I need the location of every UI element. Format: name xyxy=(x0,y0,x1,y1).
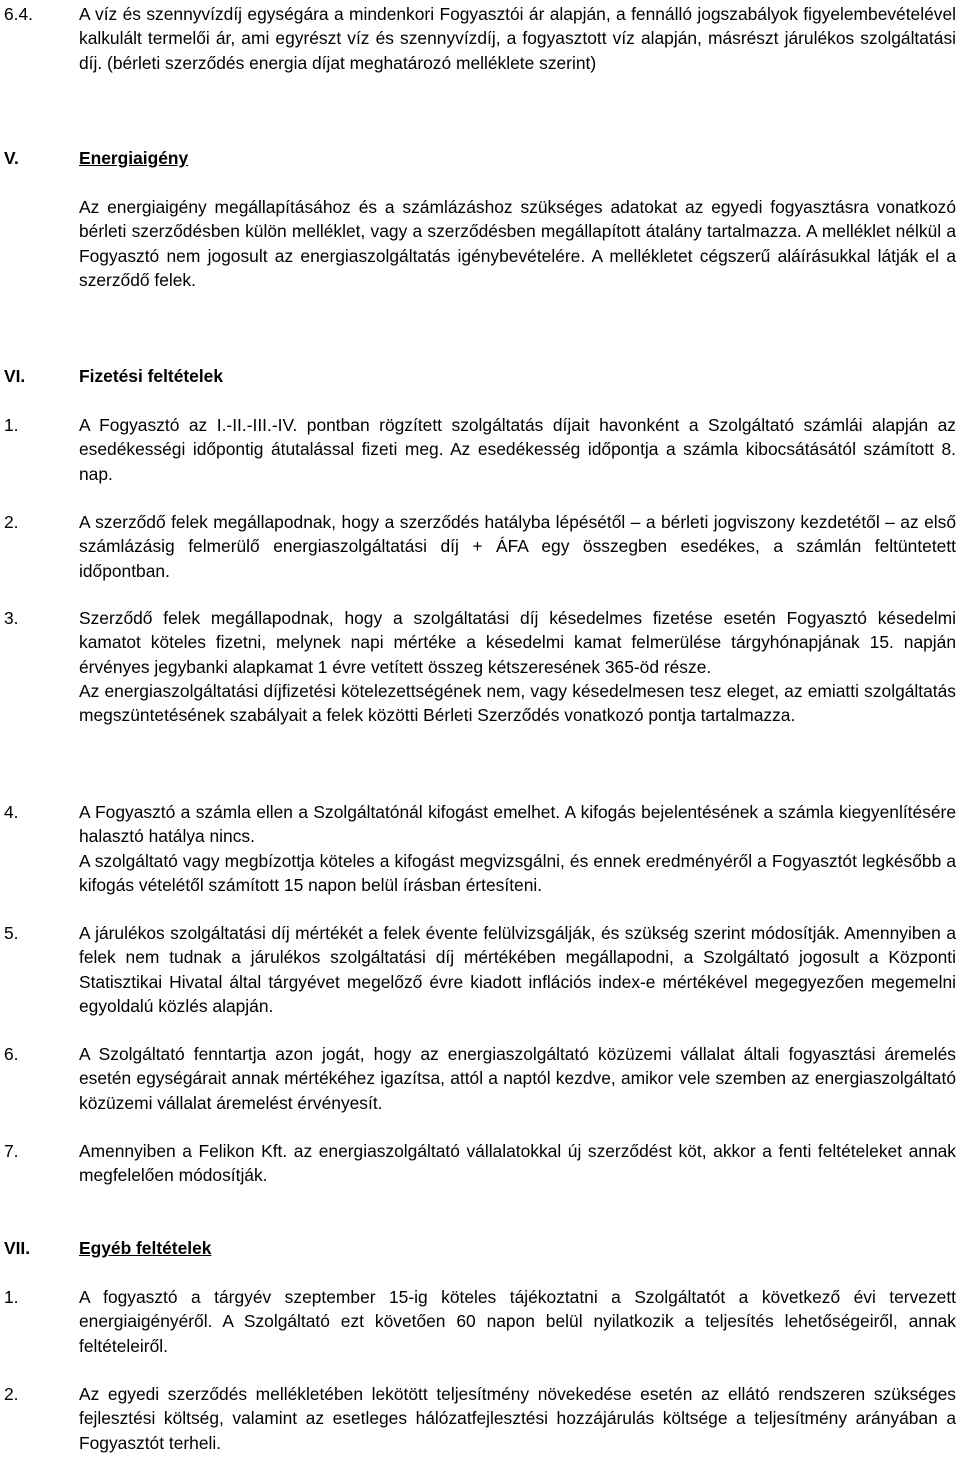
item-number: 3. xyxy=(4,608,19,628)
item-number: 6. xyxy=(4,1044,19,1064)
section-title: Fizetési feltételek xyxy=(79,366,224,386)
item-number: 7. xyxy=(4,1141,19,1161)
clause-number: 6.4. xyxy=(4,4,34,24)
section-number: VII. xyxy=(4,1238,31,1258)
item-paragraph: Az egyedi szerződés mellékletében lekötött teljesítmény növekedése esetén az ellátó rendszeren szükséges fejlesztési költség, valamint az esetleges hálózatfejlesztési hozzájárulás költsége a teljesítmény arányában a Fogyasztót terheli. xyxy=(79,1384,956,1453)
section-title: Egyéb feltételek xyxy=(79,1238,212,1258)
section-title: Energiaigény xyxy=(79,148,189,168)
paragraph: Az energiaigény megállapításához és a számlázáshoz szükséges adatokat az egyedi fogyasztásra vonatkozó bérleti szerződésben külön melléklet, vagy a szerződésben megállapított átalány tartalmazza. A melléklet nélkül a Fogyasztó nem jogosult az energiaszolgáltatás igénybevételére. A mellékletet cégszerű aláírásukkal látják el a szerződő felek. xyxy=(79,197,956,290)
item-paragraph: A szerződő felek megállapodnak, hogy a szerződés hatályba lépésétől – a bérleti jogviszony kezdetétől – az első számlázásig felmerülő energiaszolgáltatási díj + ÁFA egy összegben esedékes, a számlán feltüntetett időpontban. xyxy=(79,512,956,581)
item-paragraph: A járulékos szolgáltatási díj mértékét a felek évente felülvizsgálják, és szükség szerint módosítják. Amennyiben a felek nem tudnak a járulékos szolgáltatási díj mértékében megállapodni, a Szolgáltató jogosult a Központi Statisztikai Hivatal által tárgyévet megelőző évre kiadott inflációs index-e mértékével megegyezően megemelni egyoldalú közlés alapján. xyxy=(79,923,956,1016)
item-paragraph: A fogyasztó a tárgyév szeptember 15-ig köteles tájékoztatni a Szolgáltatót a következő évi tervezett energiaigényéről. A Szolgáltató ezt követően 60 napon belül nyilatkozik a teljesítés lehetőségeiről, annak feltételeiről. xyxy=(79,1287,956,1356)
item-paragraph: Szerződő felek megállapodnak, hogy a szolgáltatási díj késedelmes fizetése esetén Fogyasztó késedelmi kamatot köteles fizetni, melynek napi mértéke a késedelmi kamat felmerülése tárgyhónapjának 15. napján érvényes jegybanki alapkamat 1 évre vetített összeg kétszeresének 365-öd része. xyxy=(79,608,956,677)
item-number: 2. xyxy=(4,1384,19,1404)
item-number: 5. xyxy=(4,923,19,943)
section-number: VI. xyxy=(4,366,26,386)
item-number: 2. xyxy=(4,512,19,532)
item-paragraph: A szolgáltató vagy megbízottja köteles a kifogást megvizsgálni, és ennek eredményéről a Fogyasztót legkésőbb a kifogás vételétől számított 15 napon belül írásban értesíteni. xyxy=(79,850,956,895)
item-number: 1. xyxy=(4,415,19,435)
item-paragraph: Amennyiben a Felikon Kft. az energiaszolgáltató vállalatokkal új szerződést köt, akkor a fenti feltételeket annak megfelelően módosítják. xyxy=(79,1141,956,1186)
item-number: 4. xyxy=(4,802,19,822)
section-number: V. xyxy=(4,148,19,168)
clause-text: A víz és szennyvízdíj egységára a mindenkori Fogyasztói ár alapján, a fennálló jogszabályok figyelembevételével kalkulált termelői ár, ami egyrészt víz és szennyvízdíj, a fogyasztott víz alapján, másrészt járulékos szolgáltatási díj. (bérleti szerződés energia díjat meghatározó melléklete szerint) xyxy=(79,4,956,73)
item-paragraph: A Fogyasztó az I.-II.-III.-IV. pontban rögzített szolgáltatás díjait havonként a Szolgáltató számlái alapján az esedékességi időpontig átutalással fizeti meg. Az esedékesség időpontja a számla kibocsátásától számított 8. nap. xyxy=(79,415,956,484)
item-paragraph: A Fogyasztó a számla ellen a Szolgáltatónál kifogást emelhet. A kifogás bejelentésének a számla kiegyenlítésére halasztó hatálya nincs. xyxy=(79,802,956,847)
item-paragraph: A Szolgáltató fenntartja azon jogát, hogy az energiaszolgáltató közüzemi vállalat általi fogyasztási áremelés esetén egységárait annak mértékéhez igazítsa, attól a naptól kezdve, amikor vele szemben az energiaszolgáltató közüzemi vállalat áremelést érvényesít. xyxy=(79,1044,956,1113)
item-number: 1. xyxy=(4,1287,19,1307)
item-paragraph: Az energiaszolgáltatási díjfizetési kötelezettségének nem, vagy késedelmesen tesz eleget, az emiatti szolgáltatás megszüntetésének szabályait a felek közötti Bérleti Szerződés vonatkozó pontja tartalmazza. xyxy=(79,680,956,726)
